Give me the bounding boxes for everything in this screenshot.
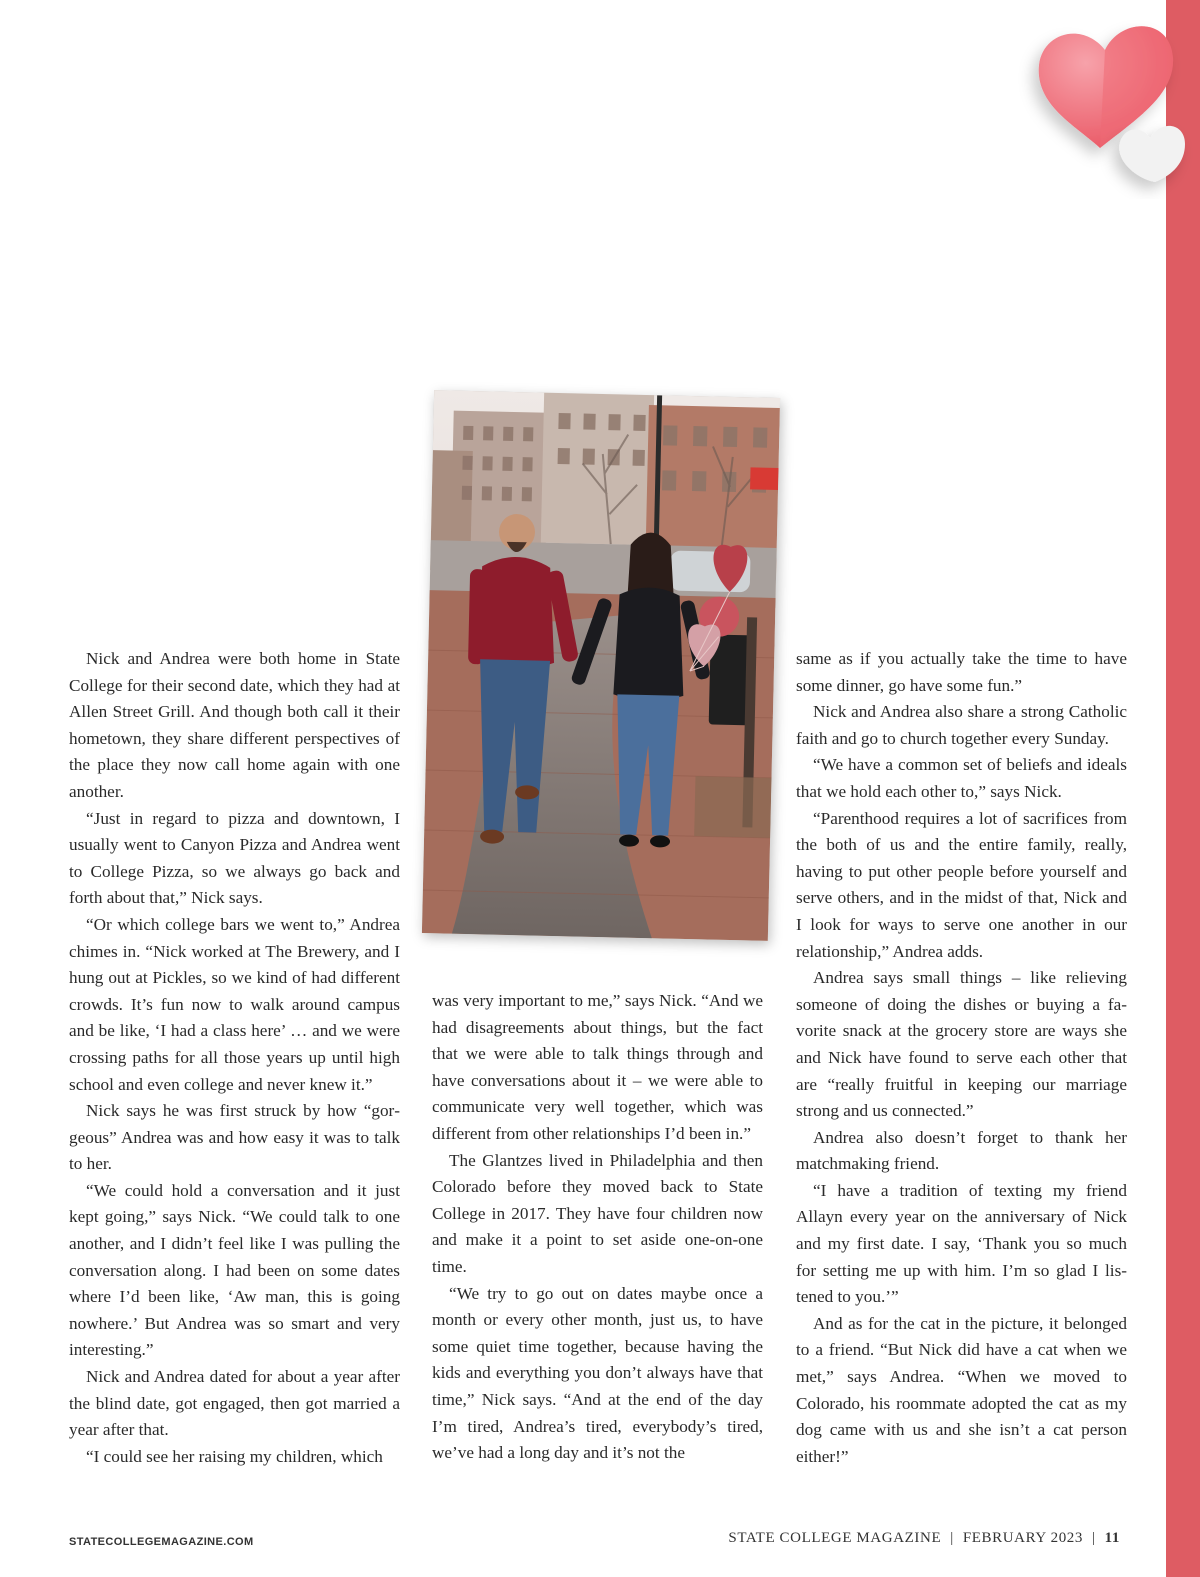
accent-side-bar bbox=[1166, 0, 1200, 1577]
paragraph: “Parenthood requires a lot of sacrifices from the both of us and the entire family, really, having to put other people before yourself and serve others, and in the midst of that, Nick and I look for ways to serve one another in our relationship,” Andrea adds. bbox=[796, 808, 1127, 961]
paragraph: same as if you actually take the time to have some dinner, go have some fun.” bbox=[796, 649, 1127, 695]
paragraph: Nick says he was first struck by how “gorgeous” Andrea was and how easy it was to talk to her. bbox=[69, 1101, 400, 1174]
page-number: 11 bbox=[1104, 1530, 1120, 1546]
article-column-1 bbox=[69, 646, 400, 1470]
paragraph: Nick and Andrea were both home in State College for their second date, which they had at Allen Street Grill. And though both call it their hometown, they share different perspectives of the place they now call home again with one another. bbox=[69, 649, 400, 801]
paragraph: was very important to me,” says Nick. “And we had disagreements about things, but the fact that we were able to talk things through and have conversations about it – we were able to communicate very well together, which was different from other relationships I’d been in.” bbox=[432, 991, 763, 1143]
paragraph: “Or which college bars we went to,” Andrea chimes in. “Nick worked at The Brewery, and I hung out at Pickles, so we kind of had different crowds. It’s fun now to walk around campus and be like, ‘I had a class here’ … and we were crossing paths for all those years up until high school and even college and never knew it.” bbox=[69, 914, 400, 1094]
article-column-3 bbox=[796, 646, 1127, 1470]
paragraph: “I have a tradition of texting my friend Allayn every year on the anniversary of Nick and my first date. I say, ‘Thank you so much for setting me up with him. I’m so glad I listened to you.’” bbox=[796, 1180, 1127, 1307]
paragraph: The Glantzes lived in Philadelphia and then Colorado before they moved back to State College in 2017. They have four children now and make it a point to set aside one-on-one time. bbox=[432, 1150, 763, 1276]
paragraph: Andrea also doesn’t forget to thank her matchmaking friend. bbox=[796, 1127, 1127, 1174]
footer-issue-date: FEBRUARY 2023 bbox=[962, 1530, 1084, 1546]
paragraph: Andrea says small things – like relieving someone of doing the dishes or buying a favorite snack at the grocery store are ways she and Nick have found to serve each other that are “really fruitful in keeping our marriage strong and us connected.” bbox=[796, 968, 1127, 1121]
footer-website: STATECOLLEGEMAGAZINE.COM bbox=[69, 1536, 254, 1548]
article-column-2 bbox=[432, 988, 763, 1467]
paragraph: “We have a common set of beliefs and ideals that we hold each other to,” says Nick. bbox=[796, 755, 1127, 801]
paragraph: And as for the cat in the picture, it belonged to a friend. “But Nick did have a cat when we met,” says Andrea. “When we moved to Colorado, his roommate adopted the cat as my dog came with us and she isn’t a cat person either!” bbox=[796, 1313, 1127, 1466]
paper-hearts-icon bbox=[1015, 10, 1200, 210]
couple-photo bbox=[422, 390, 780, 941]
footer-folio bbox=[728, 1530, 1120, 1547]
paragraph: “I could see her raising my children, which bbox=[86, 1446, 383, 1466]
paragraph: Nick and Andrea dated for about a year after the blind date, got engaged, then got married a year after that. bbox=[69, 1367, 400, 1440]
paragraph: “We try to go out on dates maybe once a month or every other month, just us, to have some quiet time together, because having the kids and everything you don’t always have that time,” Nick says. “And at the end of the day I’m tired, Andrea’s tired, everybody’s tired, we’ve had a long day and it’s not the bbox=[432, 1283, 763, 1463]
footer-separator: | bbox=[1092, 1530, 1096, 1546]
paragraph: “We could hold a conversation and it just kept going,” says Nick. “We could talk to one another, and I didn’t feel like I was pulling the conversation along. I had been on some dates where I’d been like, ‘Aw man, this is going nowhere.’ But Andrea was so smart and very interesting.” bbox=[69, 1180, 400, 1360]
footer-magazine-name: STATE COLLEGE MAGAZINE bbox=[728, 1530, 942, 1546]
paragraph: Nick and Andrea also share a strong Catholic faith and go to church together every Sunday. bbox=[796, 702, 1127, 748]
footer-separator: | bbox=[950, 1530, 954, 1546]
couple-walking-photo-icon bbox=[422, 390, 780, 941]
paragraph: “Just in regard to pizza and downtown, I usually went to Canyon Pizza and Andrea went to College Pizza, so we always go back and forth about that,” Nick says. bbox=[69, 808, 400, 908]
